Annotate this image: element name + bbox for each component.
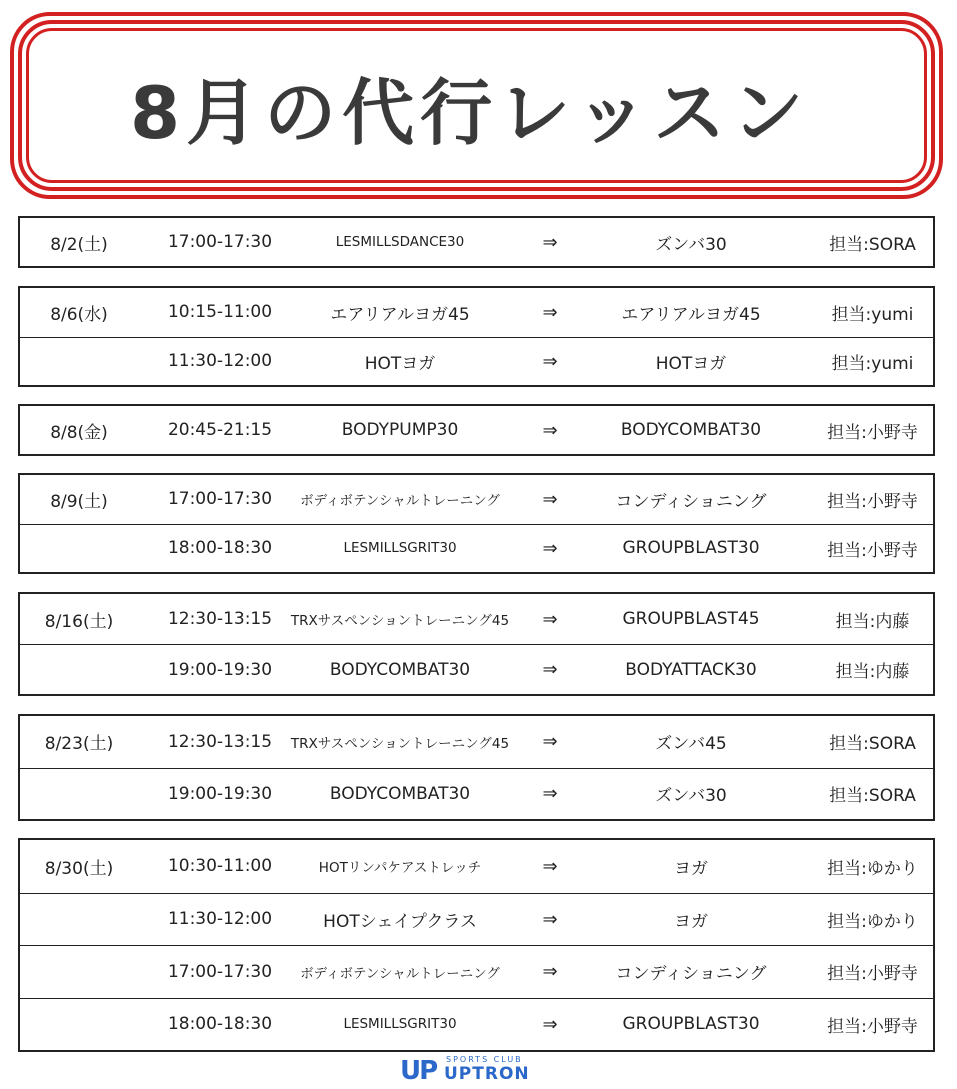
lesson-row	[20, 337, 933, 386]
lesson-row	[20, 716, 933, 768]
lesson-time: 17:00-17:30	[167, 232, 273, 252]
original-lesson: LESMILLSDANCE30	[335, 234, 465, 250]
lesson-date	[20, 946, 138, 998]
substitute-lesson: エアリアルヨガ45	[621, 304, 761, 325]
original-lesson: HOTシェイプクラス	[323, 911, 477, 932]
change-arrow: ⇒	[542, 783, 558, 805]
change-arrow: ⇒	[542, 231, 558, 253]
change-arrow: ⇒	[542, 419, 558, 441]
lesson-row	[20, 288, 933, 337]
substitute-lesson: ヨガ	[674, 858, 708, 879]
lesson-time: 12:30-13:15	[167, 609, 273, 629]
logo-subtitle: SPORTS CLUB	[446, 1055, 523, 1064]
change-arrow: ⇒	[542, 608, 558, 630]
lesson-time: 11:30-12:00	[167, 909, 273, 930]
lesson-time: 20:45-21:15	[167, 420, 273, 440]
lesson-date: 8/9(土)	[50, 491, 108, 512]
lesson-row	[20, 893, 933, 946]
substitute-lesson: ズンバ30	[655, 234, 727, 255]
lesson-group	[18, 838, 935, 1052]
original-lesson: ボディボテンシャルトレーニング	[300, 965, 500, 982]
lesson-time: 12:30-13:15	[167, 731, 273, 752]
lesson-row	[20, 998, 933, 1051]
lesson-row	[20, 840, 933, 893]
lesson-time: 11:30-12:00	[167, 351, 273, 372]
change-arrow: ⇒	[542, 961, 558, 983]
lesson-row	[20, 594, 933, 644]
change-arrow: ⇒	[542, 1013, 558, 1035]
lesson-date	[20, 769, 138, 820]
original-lesson: ボディボテンシャルトレーニング	[300, 493, 500, 510]
lesson-time: 17:00-17:30	[167, 489, 273, 510]
lesson-time: 18:00-18:30	[167, 538, 273, 559]
lesson-date: 8/30(土)	[44, 858, 114, 879]
original-lesson: LESMILLSGRIT30	[343, 1016, 457, 1033]
lesson-time: 18:00-18:30	[167, 1014, 273, 1035]
substitute-lesson: ヨガ	[674, 911, 708, 932]
page-title: 8月の代行レッスン	[130, 71, 810, 155]
instructor: 担当:小野寺	[827, 491, 918, 512]
lesson-date	[20, 525, 138, 573]
lesson-date: 8/8(金)	[50, 422, 108, 443]
original-lesson: BODYCOMBAT30	[329, 783, 471, 804]
change-arrow: ⇒	[542, 537, 558, 559]
change-arrow: ⇒	[542, 488, 558, 510]
lesson-time: 19:00-19:30	[167, 659, 273, 680]
lesson-time: 19:00-19:30	[167, 783, 273, 804]
lesson-time: 10:15-11:00	[167, 302, 273, 323]
substitute-lesson: BODYCOMBAT30	[620, 420, 762, 440]
substitute-lesson: ズンバ45	[655, 734, 727, 755]
original-lesson: HOTヨガ	[364, 353, 436, 374]
lesson-time: 17:00-17:30	[167, 961, 273, 982]
original-lesson: HOTリンパケアストレッチ	[318, 860, 482, 877]
lesson-date	[20, 645, 138, 694]
uptron-logo	[400, 1054, 550, 1084]
lesson-date: 8/2(土)	[50, 234, 108, 255]
instructor: 担当:ゆかり	[827, 858, 918, 879]
original-lesson: エアリアルヨガ45	[330, 304, 470, 325]
change-arrow: ⇒	[542, 301, 558, 323]
instructor: 担当:SORA	[829, 734, 916, 755]
original-lesson: LESMILLSGRIT30	[343, 540, 457, 557]
lesson-date	[20, 338, 138, 386]
lesson-time: 10:30-11:00	[167, 856, 273, 877]
lesson-group	[18, 592, 935, 696]
instructor: 担当:内藤	[835, 662, 910, 682]
substitute-lesson: BODYATTACK30	[625, 659, 757, 680]
change-arrow: ⇒	[542, 855, 558, 877]
logo-mark: UP	[400, 1056, 437, 1086]
lesson-group	[18, 714, 935, 821]
lesson-row	[20, 644, 933, 694]
lesson-date: 8/23(土)	[44, 734, 114, 755]
lesson-date: 8/6(水)	[50, 304, 108, 325]
original-lesson: BODYCOMBAT30	[329, 659, 471, 680]
lesson-date	[20, 999, 138, 1051]
substitute-lesson: GROUPBLAST30	[622, 1014, 760, 1035]
instructor: 担当:小野寺	[827, 422, 918, 443]
lesson-date	[20, 894, 138, 946]
lesson-row	[20, 524, 933, 573]
change-arrow: ⇒	[542, 908, 558, 930]
instructor: 担当:yumi	[831, 304, 914, 325]
lesson-row	[20, 218, 933, 266]
lesson-row	[20, 945, 933, 998]
substitute-lesson: ズンバ30	[655, 786, 727, 807]
lesson-group	[18, 216, 935, 268]
instructor: 担当:内藤	[835, 611, 910, 632]
lesson-group	[18, 404, 935, 456]
change-arrow: ⇒	[542, 350, 558, 372]
substitute-lesson: コンディショニング	[615, 964, 767, 985]
original-lesson: TRXサスペンショントレーニング45	[290, 735, 510, 752]
instructor: 担当:SORA	[829, 786, 916, 807]
change-arrow: ⇒	[542, 731, 558, 753]
original-lesson: TRXサスペンショントレーニング45	[290, 613, 510, 629]
lesson-date: 8/16(土)	[44, 611, 114, 632]
substitute-lesson: GROUPBLAST45	[622, 609, 760, 629]
substitute-lesson: コンディショニング	[615, 491, 767, 512]
substitute-lesson: HOTヨガ	[655, 353, 727, 374]
original-lesson: BODYPUMP30	[341, 420, 459, 440]
lesson-group	[18, 286, 935, 387]
substitute-lesson: GROUPBLAST30	[622, 538, 760, 559]
change-arrow: ⇒	[542, 659, 558, 680]
instructor: 担当:SORA	[829, 234, 916, 255]
instructor: 担当:小野寺	[827, 540, 918, 561]
instructor: 担当:小野寺	[827, 1016, 918, 1037]
instructor: 担当:ゆかり	[827, 911, 918, 932]
lesson-group	[18, 473, 935, 574]
instructor: 担当:yumi	[831, 353, 914, 374]
lesson-row	[20, 406, 933, 454]
lesson-row	[20, 768, 933, 820]
lesson-row	[20, 475, 933, 524]
instructor: 担当:小野寺	[827, 964, 918, 985]
logo-name: UPTRON	[444, 1064, 530, 1084]
